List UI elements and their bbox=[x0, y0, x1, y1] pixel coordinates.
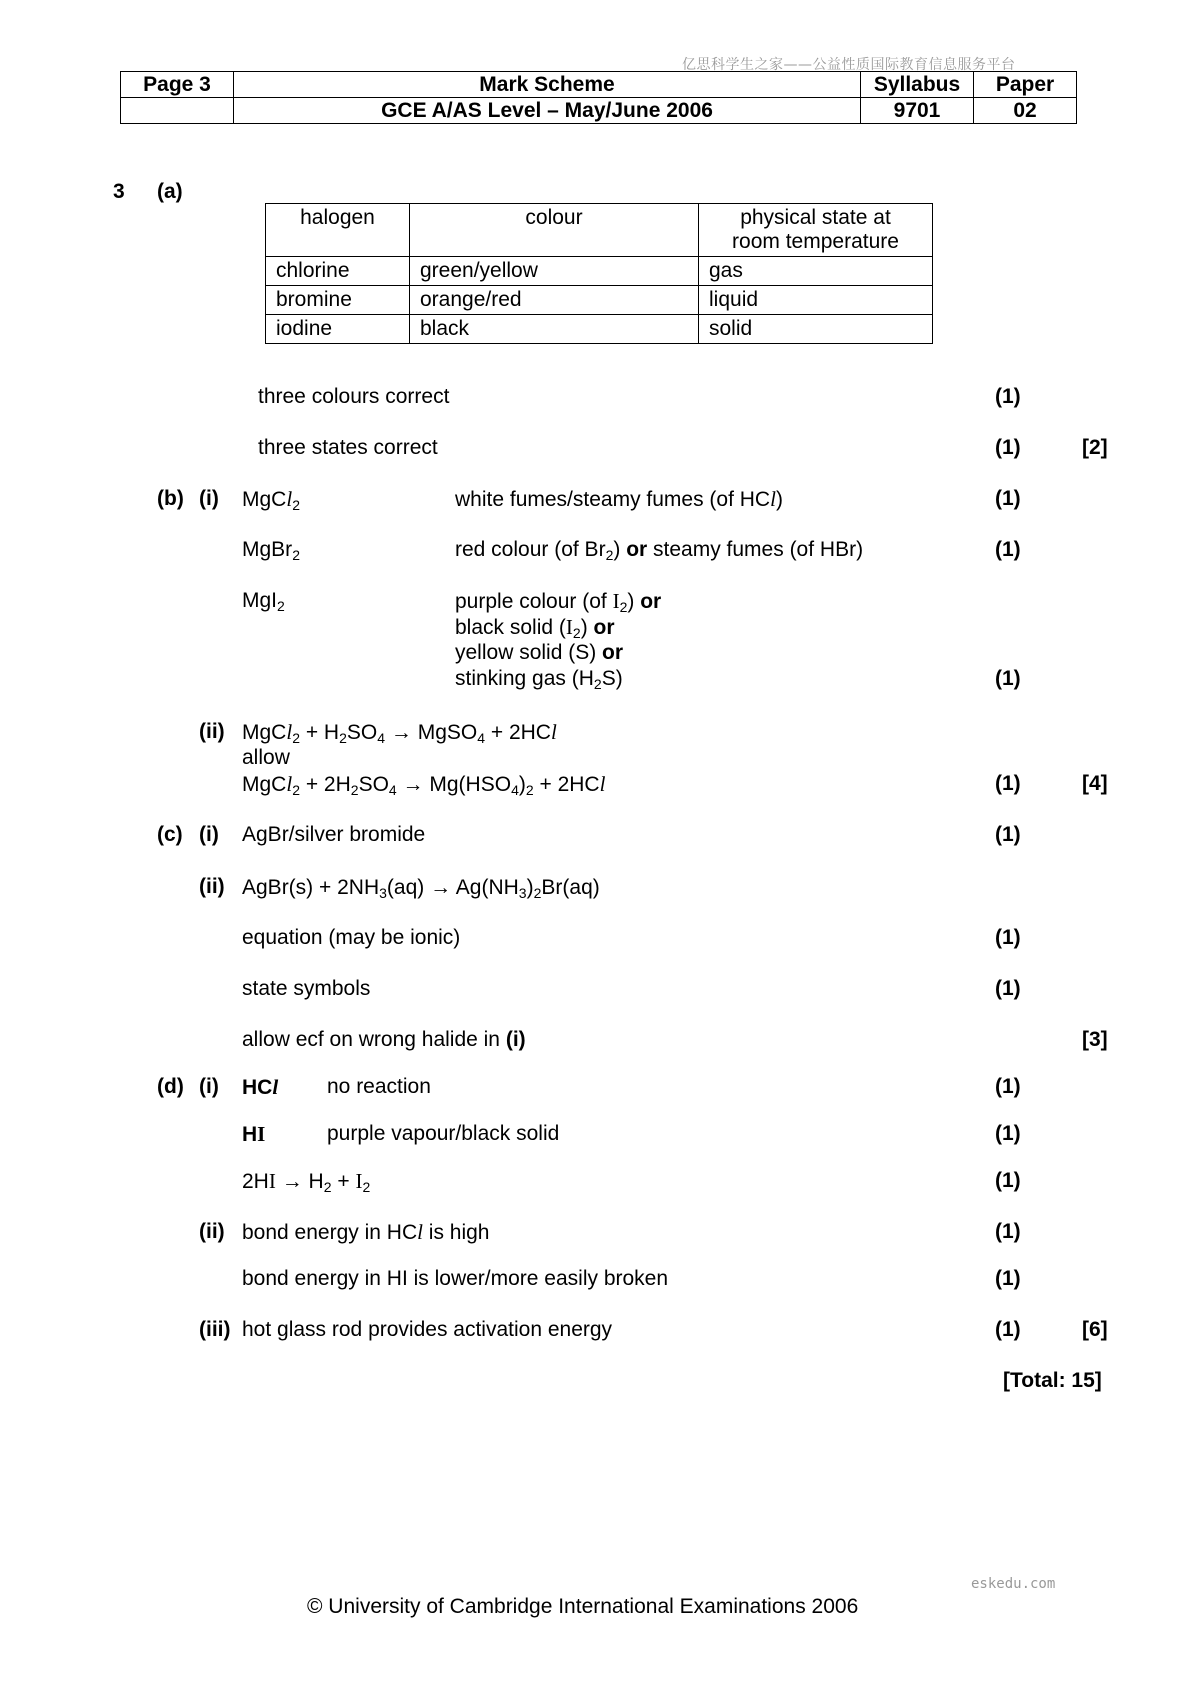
mark: (1) bbox=[995, 385, 1021, 408]
observation: red colour (of $Br_2$) or steamy fumes (of HBr) bbox=[455, 538, 864, 563]
equation: $2HI \to H_2 + I_2$ bbox=[242, 1169, 371, 1195]
table-row bbox=[266, 315, 933, 344]
equation: AgBr(s) + $2NH_3(aq) \to Ag(NH_3)_2Br(aq)$ bbox=[242, 875, 600, 901]
question-number: 3 bbox=[113, 180, 125, 203]
mark: (1) bbox=[995, 436, 1021, 459]
equation: MgCl$_2$ + $2H_2SO_4 \to Mg(HSO_4)_2 + 2HCl$ bbox=[242, 772, 606, 798]
part-c-label: (c) bbox=[157, 823, 183, 846]
answer-line: bond energy in HCl is high bbox=[242, 1220, 490, 1244]
observation: purple vapour/black solid bbox=[327, 1122, 560, 1145]
table-row bbox=[266, 286, 933, 315]
observation: yellow solid (S) or bbox=[455, 641, 624, 664]
table-cell: iodine bbox=[266, 315, 410, 344]
mark: (1) bbox=[995, 823, 1021, 846]
syllabus-label: Syllabus bbox=[861, 72, 974, 98]
mark: (1) bbox=[995, 1122, 1021, 1145]
table-cell: bromine bbox=[266, 286, 410, 315]
observation: black solid $(I_2)$ or bbox=[455, 615, 615, 641]
paper-code: 02 bbox=[974, 98, 1077, 124]
watermark-text: 亿思科学生之家——公益性质国际教育信息服务平台 bbox=[682, 57, 1016, 73]
equation: MgCl$_2$ + $H_2SO_4$ → MgSO$_4$ + 2HCl bbox=[242, 720, 557, 746]
table-cell: green/yellow bbox=[410, 257, 699, 286]
compound: MgBr$_2$ bbox=[242, 538, 300, 563]
answer-line: hot glass rod provides activation energy bbox=[242, 1318, 613, 1341]
mark: (1) bbox=[995, 1075, 1021, 1098]
mark: (1) bbox=[995, 772, 1021, 795]
answer-line: AgBr/silver bromide bbox=[242, 823, 426, 846]
answer-line: state symbols bbox=[242, 977, 371, 1000]
table-row bbox=[266, 257, 933, 286]
table-cell: orange/red bbox=[410, 286, 699, 315]
col-header-halogen: halogen bbox=[266, 204, 410, 257]
sub-part-label: (ii) bbox=[199, 1220, 225, 1243]
syllabus-code: 9701 bbox=[861, 98, 974, 124]
mark: (1) bbox=[995, 667, 1021, 690]
observation: no reaction bbox=[327, 1075, 431, 1098]
paper-label: Paper bbox=[974, 72, 1077, 98]
part-total: [6] bbox=[1082, 1318, 1108, 1341]
mark: (1) bbox=[995, 1267, 1021, 1290]
mark: (1) bbox=[995, 487, 1021, 510]
part-d-label: (d) bbox=[157, 1075, 184, 1098]
answer-line: allow ecf on wrong halide in (i) bbox=[242, 1028, 526, 1051]
col-header-state: physical state at room temperature bbox=[699, 204, 933, 257]
part-total: [2] bbox=[1082, 436, 1108, 459]
compound: MgCl$_2$ bbox=[242, 487, 300, 513]
table-cell: liquid bbox=[699, 286, 933, 315]
answer-line: equation (may be ionic) bbox=[242, 926, 461, 949]
table-cell: solid bbox=[699, 315, 933, 344]
header-table bbox=[120, 71, 1077, 124]
col-header-colour: colour bbox=[410, 204, 699, 257]
table-cell: gas bbox=[699, 257, 933, 286]
mark: (1) bbox=[995, 538, 1021, 561]
allow-text: allow bbox=[242, 746, 290, 769]
sub-part-label: (ii) bbox=[199, 720, 225, 743]
copyright-footer: © University of Cambridge International Examinations 2006 bbox=[307, 1595, 859, 1618]
sub-part-label: (i) bbox=[199, 487, 219, 510]
exam-title: GCE A/AS Level – May/June 2006 bbox=[234, 98, 861, 124]
answer-line: three states correct bbox=[258, 436, 438, 459]
mark: (1) bbox=[995, 1169, 1021, 1192]
part-total: [4] bbox=[1082, 772, 1108, 795]
compound: HI bbox=[242, 1122, 266, 1146]
mark-scheme-title: Mark Scheme bbox=[234, 72, 861, 98]
watermark-text: eskedu.com bbox=[971, 1576, 1056, 1592]
table-cell: black bbox=[410, 315, 699, 344]
sub-part-label: (i) bbox=[199, 1075, 219, 1098]
page-number: Page 3 bbox=[121, 72, 234, 98]
blank-cell bbox=[121, 98, 234, 124]
sub-part-label: (iii) bbox=[199, 1318, 231, 1341]
question-total: [Total: 15] bbox=[1003, 1369, 1102, 1392]
observation: purple colour (of $I_2$) or bbox=[455, 589, 662, 615]
observation: stinking gas $(H_2S)$ bbox=[455, 667, 623, 692]
compound: HCl bbox=[242, 1075, 279, 1099]
answer-line: three colours correct bbox=[258, 385, 450, 408]
table-cell: chlorine bbox=[266, 257, 410, 286]
sub-part-label: (i) bbox=[199, 823, 219, 846]
sub-part-label: (ii) bbox=[199, 875, 225, 898]
halogen-table bbox=[265, 203, 933, 344]
mark: (1) bbox=[995, 1318, 1021, 1341]
part-total: [3] bbox=[1082, 1028, 1108, 1051]
answer-line: bond energy in HI is lower/more easily broken bbox=[242, 1267, 669, 1290]
part-b-label: (b) bbox=[157, 487, 184, 510]
mark: (1) bbox=[995, 926, 1021, 949]
mark: (1) bbox=[995, 1220, 1021, 1243]
mark: (1) bbox=[995, 977, 1021, 1000]
part-a-label: (a) bbox=[157, 180, 183, 203]
observation: white fumes/steamy fumes (of HCl) bbox=[455, 487, 783, 511]
compound: MgI$_2$ bbox=[242, 589, 285, 614]
